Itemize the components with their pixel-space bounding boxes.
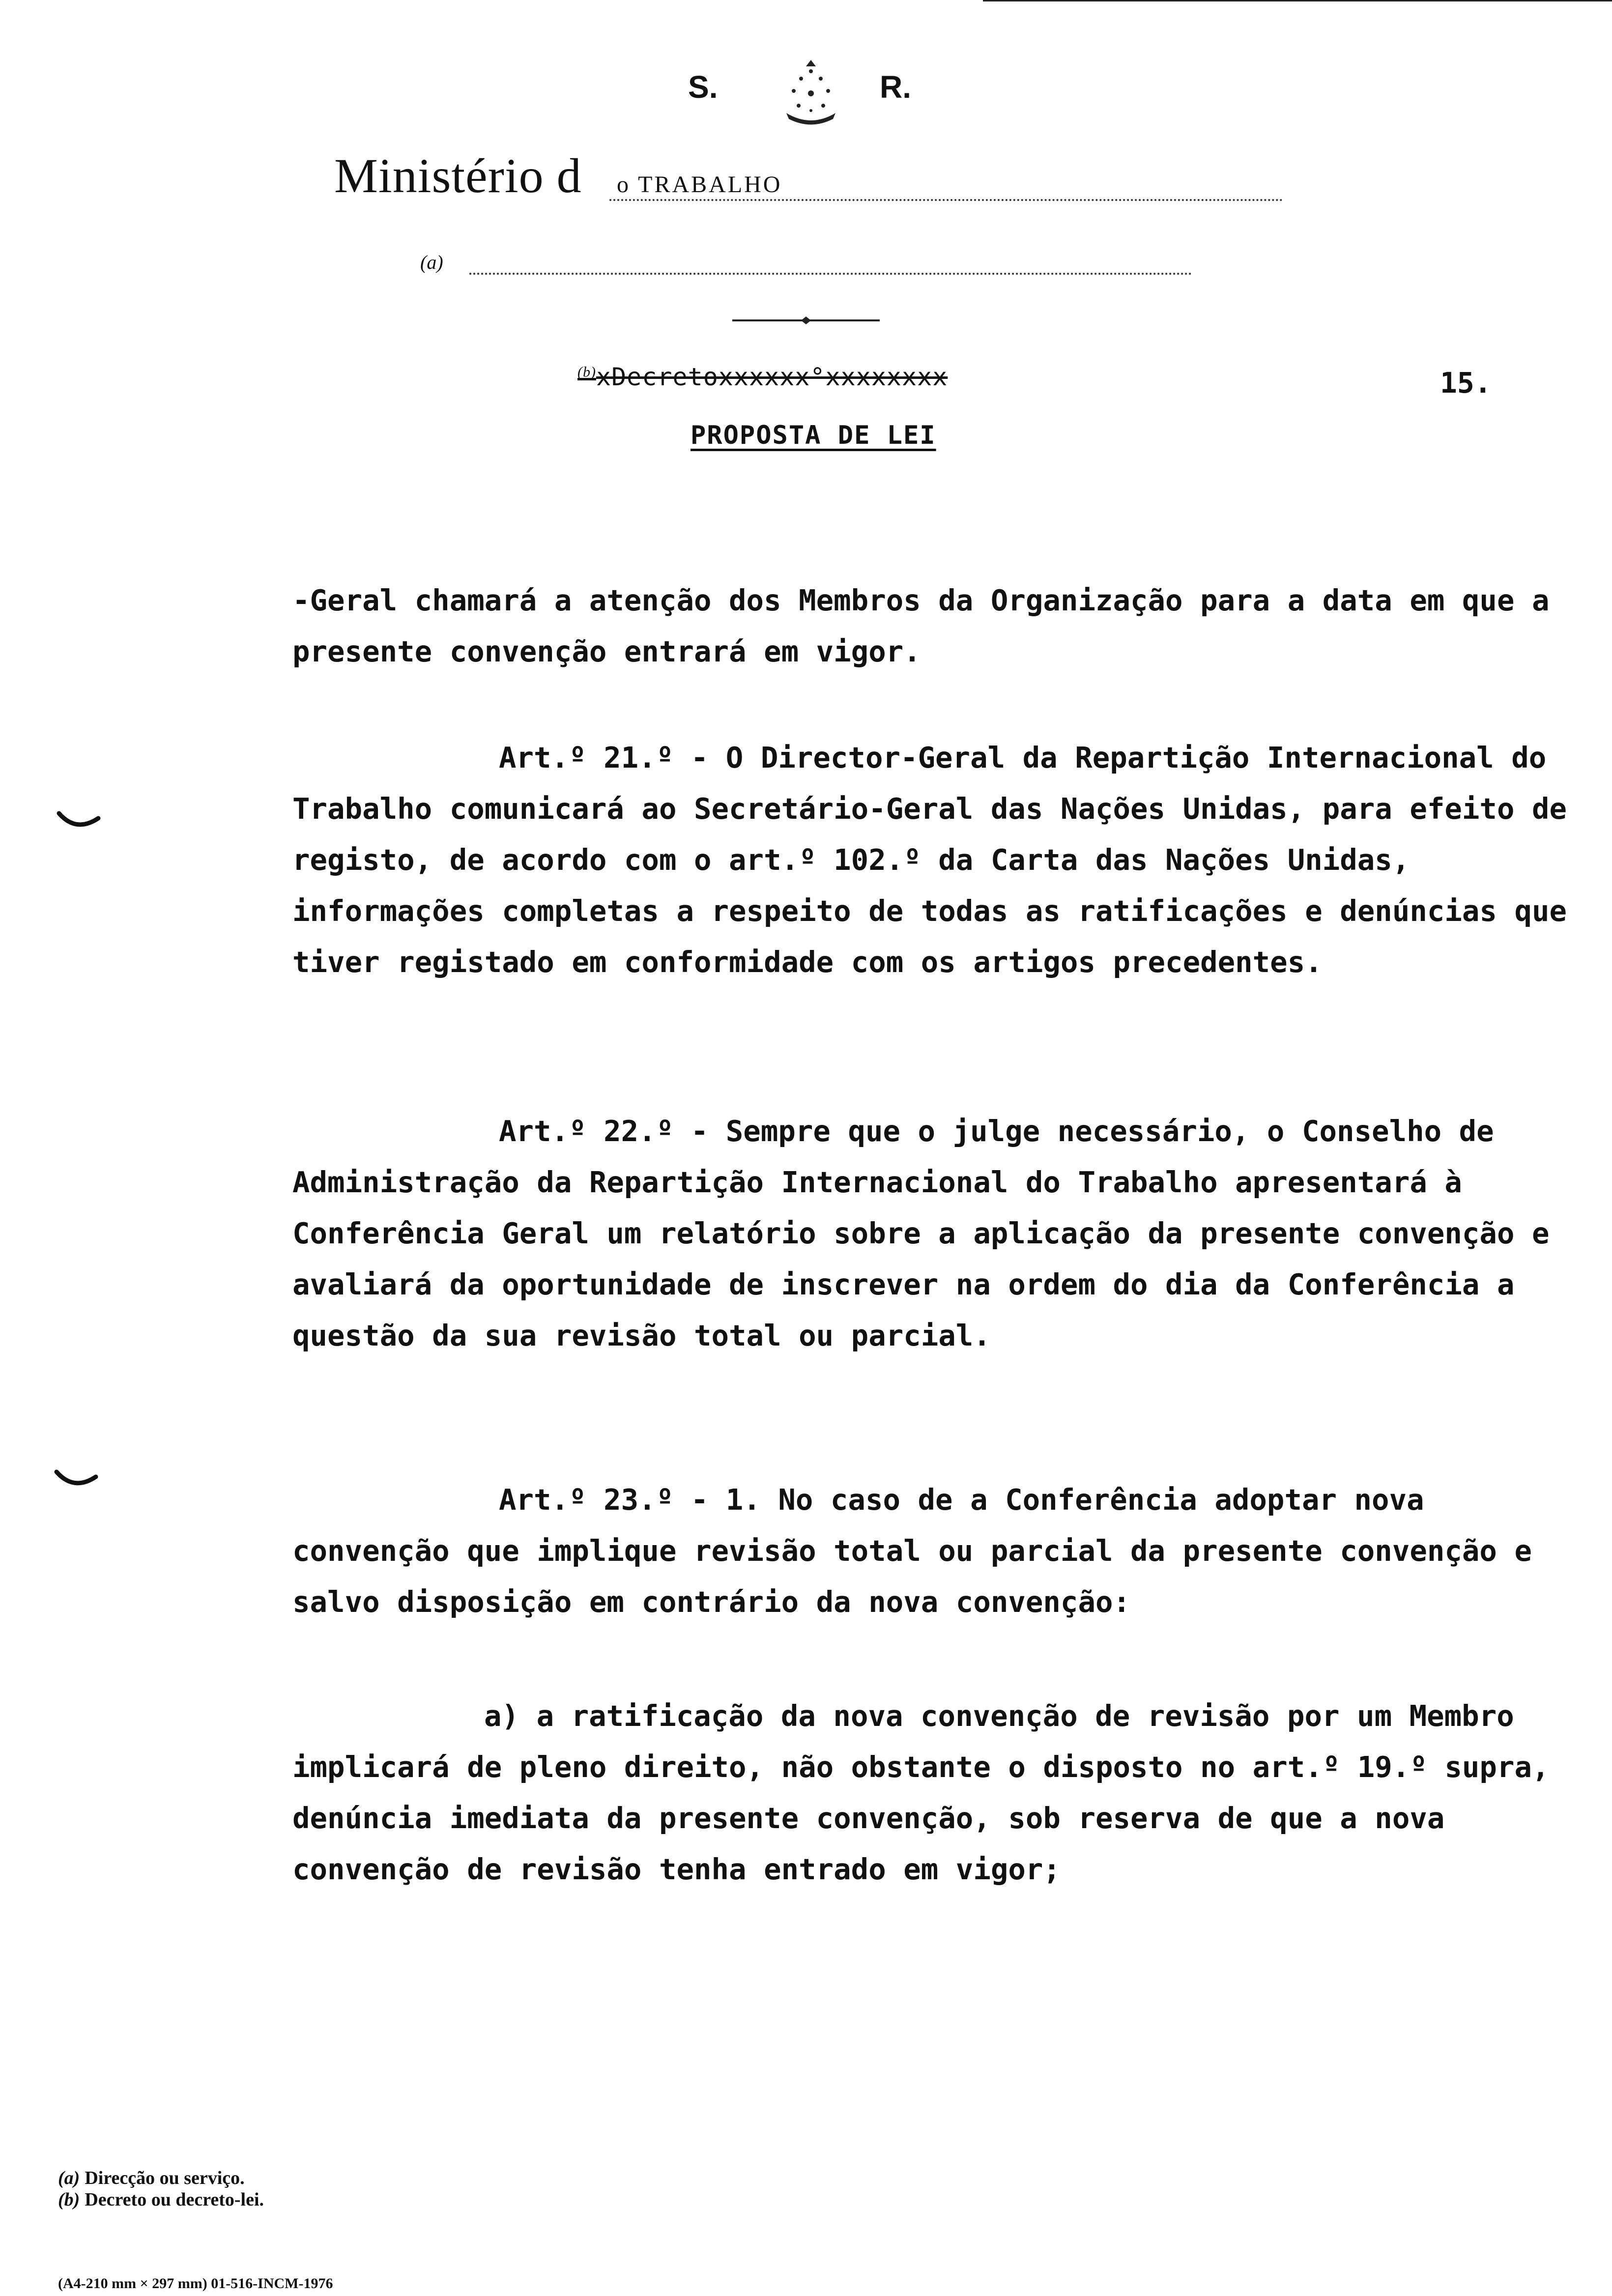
paragraph-text: Art.º 21.º - O Director-Geral da Repartição Internacional do Trabalho comunicará ao Secretário-Geral das Nações Unidas, para efeito de registo, de acordo com o art.º 102.º da Carta das Nações Unidas, informações completas a respeito de todas as ratificações e denúncias que tiver registado em conformidade com os artigos precedentes.: [292, 741, 1567, 979]
punch-hole-mark-icon: [57, 811, 101, 831]
paragraph-text: -Geral chamará a atenção dos Membros da Organização para a data em que a presente convenção entrará em vigor.: [292, 583, 1550, 668]
paragraph-text: Art.º 23.º - 1. No caso de a Conferência adoptar nova convenção que implique revisão total ou parcial da presente convenção e salvo disposição em contrário da nova convenção:: [292, 1483, 1532, 1619]
paragraph-art-23: [292, 1474, 1590, 1628]
ministry-line: [334, 147, 1283, 206]
decree-struck-text: xDecretoxxxxxx°xxxxxxxx: [596, 363, 948, 391]
republic-header: [688, 59, 934, 128]
line-b-marker: (b): [577, 364, 596, 380]
footnote-a-key: (a): [58, 2168, 80, 2188]
footnote-b: [58, 2189, 264, 2210]
footnotes: [58, 2167, 264, 2210]
paragraph-art-22: [292, 1106, 1590, 1361]
ministry-dotted-line: [609, 199, 1283, 201]
paragraph-text: a) a ratificação da nova convenção de revisão por um Membro implicará de pleno direito, não obstante o disposto no art.º 19.º supra, denúncia imediata da presente convenção, sob reserva de que a nova convenção de revisão tenha entrado em vigor;: [292, 1699, 1550, 1886]
page-number: 15.: [1440, 366, 1492, 400]
ministry-name: o TRABALHO: [617, 172, 782, 198]
ministry-label: Ministério d: [334, 148, 582, 203]
republic-emblem-icon: [772, 59, 850, 128]
header-letter-r: R.: [880, 69, 911, 105]
document-title: PROPOSTA DE LEI: [691, 421, 936, 450]
service-dotted-line: [469, 273, 1192, 275]
decree-line: [577, 363, 948, 391]
ornament-divider: [732, 315, 880, 326]
top-edge-rule: [983, 0, 1612, 1]
footnote-b-key: (b): [58, 2189, 80, 2210]
paragraph-art-23-a: [292, 1691, 1590, 1895]
paragraph-art-21: [292, 732, 1590, 988]
paragraph-text: Art.º 22.º - Sempre que o julge necessário, o Conselho de Administração da Repartição Internacional do Trabalho apresentará à Conferência Geral um relatório sobre a aplicação da presente convenção e avaliará da oportunidade de inscrever na ordem do dia da Conferência a questão da sua revisão total ou parcial.: [292, 1114, 1550, 1352]
paragraph-continuation: [292, 575, 1590, 677]
field-a-marker: (a): [420, 251, 443, 273]
footnote-b-text: Decreto ou decreto-lei.: [85, 2189, 264, 2210]
punch-hole-mark-icon: [54, 1469, 98, 1489]
header-letter-s: S.: [688, 69, 718, 105]
footnote-a-text: Direcção ou serviço.: [85, 2168, 245, 2188]
service-field: [420, 251, 1192, 280]
footnote-a: [58, 2167, 264, 2189]
printer-imprint: (A4-210 mm × 297 mm) 01-516-INCM-1976: [58, 2275, 333, 2292]
